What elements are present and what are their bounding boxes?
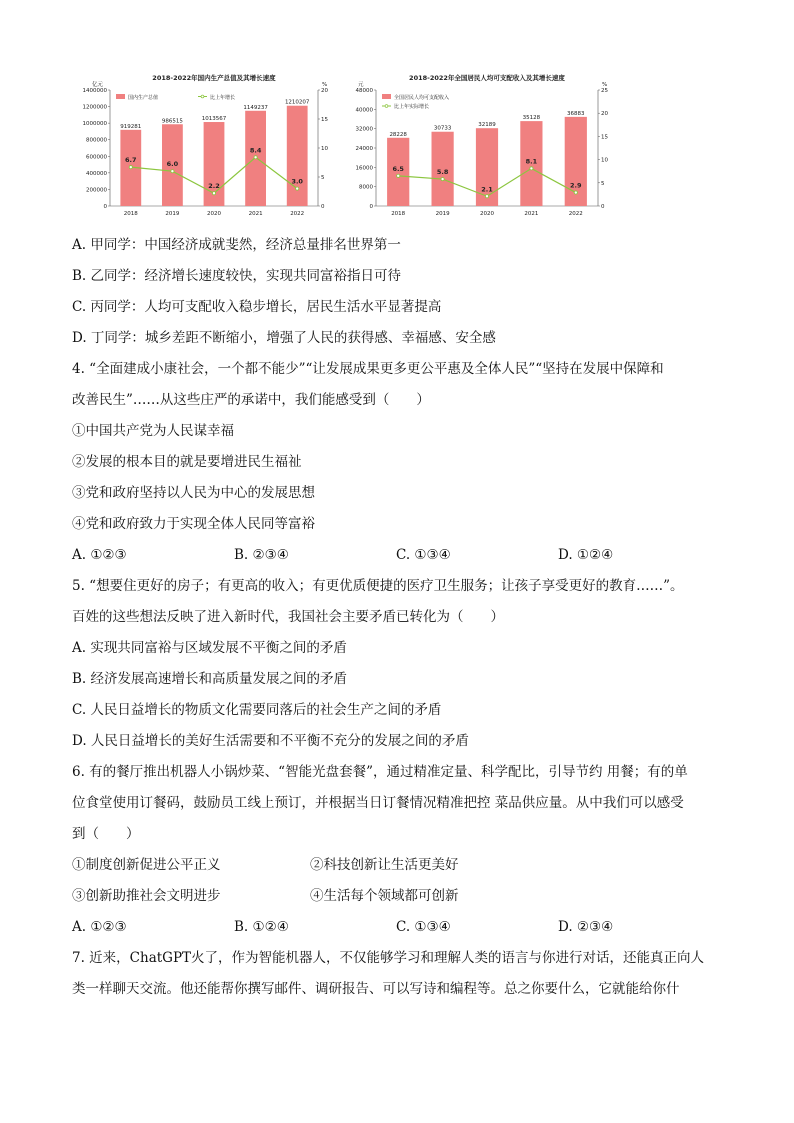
q4-item-3: ③党和政府坚持以人民为中心的发展思想 (72, 485, 315, 501)
left-tick-label: 24000 (355, 146, 373, 152)
bar-value-label: 30733 (433, 125, 452, 132)
q4-item-2: ②发展的根本目的就是要增进民生福祉 (72, 454, 302, 470)
growth-value-label: 2.2 (208, 182, 220, 191)
q6-items-row-2 (72, 881, 732, 912)
right-tick-label: 10 (601, 157, 608, 164)
q5-option-a: A. 实现共同富裕与区域发展不平衡之间的矛盾 (72, 640, 347, 656)
left-tick-label: 32000 (355, 126, 373, 133)
bar (287, 106, 308, 206)
left-tick-label: 1000000 (82, 121, 107, 128)
q5-option-d: D. 人民日益增长的美好生活需要和不平衡不充分的发展之间的矛盾 (72, 733, 469, 749)
x-tick-label: 2021 (248, 211, 263, 217)
left-tick-label: 800000 (86, 137, 107, 144)
q7-stem-cont: 类一样聊天交流。他还能帮你撰写邮件、调研报告、可以写诗和编程等。总之你要什么，它就能给你什 (72, 981, 680, 997)
right-tick-label: 5 (601, 180, 605, 187)
growth-value-label: 5.8 (436, 168, 449, 177)
chart-title: 2018-2022年国内生产总值及其增长速度 (152, 74, 276, 82)
q5-stem-cont: 百姓的这些想法反映了进入新时代，我国社会主要矛盾已转化为（ ） (72, 609, 504, 625)
left-tick-label: 600000 (86, 154, 107, 161)
left-axis-unit: 亿元 (92, 82, 104, 88)
left-tick-label: 16000 (355, 165, 373, 172)
bar-value-label: 36883 (567, 110, 585, 117)
growth-point (171, 170, 174, 173)
left-tick-label: 1200000 (82, 104, 107, 111)
q3-option-a: A. 甲同学：中国经济成就斐然，经济总量排名世界第一 (72, 237, 401, 253)
q5-option-c: C. 人民日益增长的物质文化需要同落后的社会生产之间的矛盾 (72, 702, 442, 718)
growth-point (441, 177, 444, 180)
growth-point (212, 192, 215, 195)
bar-value-label: 1013567 (201, 116, 227, 123)
legend-bar-swatch (116, 94, 125, 99)
bar-value-label: 28228 (389, 131, 407, 138)
q4-options (72, 540, 732, 571)
growth-value-label: 8.4 (249, 146, 262, 155)
chart-title: 2018-2022年全国居民人均可支配收入及其增长速度 (409, 74, 565, 82)
growth-value-label: 2.1 (481, 185, 493, 194)
legend-bar-swatch (382, 94, 391, 99)
bar-value-label: 1210207 (284, 99, 310, 106)
bar-value-label: 32189 (478, 122, 496, 129)
left-tick-label: 0 (103, 204, 107, 210)
q4-option-a: A. ①②③ (72, 547, 127, 563)
legend-line-label: 比上年实际增长 (394, 104, 430, 110)
q5-option-b: B. 经济发展高速增长和高质量发展之间的矛盾 (72, 671, 348, 687)
right-tick-label: 20 (601, 111, 608, 118)
q6-option-b: B. ①②④ (234, 919, 289, 935)
growth-point (397, 174, 400, 177)
x-tick-label: 2021 (524, 211, 539, 217)
q6-option-c: C. ①③④ (396, 919, 451, 935)
q6-option-d: D. ②③④ (558, 919, 614, 935)
right-tick-label: 20 (321, 88, 328, 94)
right-tick-label: 10 (321, 146, 328, 152)
bar-value-label: 1149237 (243, 104, 268, 111)
growth-point (296, 187, 299, 190)
bar-value-label: 986515 (161, 118, 183, 125)
left-tick-label: 0 (369, 204, 373, 210)
right-tick-label: 5 (321, 175, 325, 181)
left-tick-label: 40000 (355, 107, 373, 114)
q6-option-a: A. ①②③ (72, 919, 127, 935)
q6-stem: 6. 有的餐厅推出机器人小锅炒菜、“智能光盘套餐”，通过精准定量、科学配比，引导节约 用餐；有的单 (72, 764, 688, 780)
income-chart (348, 70, 618, 220)
x-tick-label: 2022 (568, 211, 583, 217)
q6-item-1: ①制度创新促进公平正义 (72, 857, 221, 873)
right-tick-label: 25 (601, 88, 608, 94)
q6-item-3: ③创新助推社会文明进步 (72, 888, 221, 904)
x-tick-label: 2020 (207, 211, 221, 217)
q3-option-d: D. 丁同学：城乡差距不断缩小，增强了人民的获得感、幸福感、安全感 (72, 330, 496, 346)
q4-option-c: C. ①③④ (396, 547, 451, 563)
right-tick-label: 15 (601, 134, 608, 141)
q3-option-b: B. 乙同学：经济增长速度较快，实现共同富裕指日可待 (72, 268, 402, 284)
q5-stem: 5. “想要住更好的房子；有更高的收入；有更优质便捷的医疗卫生服务；让孩子享受更好的教育……”。 (72, 578, 684, 594)
bar-value-label: 919281 (120, 123, 142, 130)
growth-point (485, 195, 488, 198)
q3-option-c: C. 丙同学：人均可支配收入稳步增长，居民生活水平显著提高 (72, 299, 442, 315)
question-text (72, 230, 732, 1005)
x-tick-label: 2018 (391, 211, 406, 217)
bar-value-label: 35128 (522, 115, 541, 122)
legend-bar-label: 国内生产总值 (128, 95, 159, 101)
legend-line-marker (385, 105, 388, 108)
left-tick-label: 48000 (355, 88, 373, 94)
legend-bar-label: 全国居民人均可支配收入 (394, 95, 450, 101)
left-tick-label: 200000 (86, 187, 107, 194)
growth-point (254, 156, 257, 159)
legend-line-marker (201, 95, 204, 98)
growth-value-label: 2.9 (570, 181, 582, 190)
right-axis-unit: % (322, 82, 328, 88)
right-tick-label: 0 (321, 204, 325, 210)
q6-stem-end: 到（ ） (72, 826, 140, 842)
q6-items-row-1 (72, 850, 732, 881)
x-tick-label: 2019 (165, 211, 180, 217)
growth-point (574, 191, 577, 194)
q4-option-b: B. ②③④ (234, 547, 289, 563)
q6-item-2: ②科技创新让生活更美好 (310, 857, 459, 873)
q6-options (72, 912, 732, 943)
growth-value-label: 3.0 (291, 177, 303, 186)
growth-value-label: 8.1 (525, 157, 538, 166)
growth-value-label: 6.0 (166, 160, 179, 169)
x-tick-label: 2018 (123, 211, 138, 217)
left-tick-label: 8000 (359, 184, 373, 191)
x-tick-label: 2022 (290, 211, 305, 217)
q6-stem-cont: 位食堂使用订餐码，鼓励员工线上预订，并根据当日订餐情况精准把控 菜品供应量。从中我们可以感受 (72, 795, 684, 811)
right-tick-label: 15 (321, 117, 328, 123)
q4-option-d: D. ①②④ (558, 547, 614, 563)
x-tick-label: 2019 (435, 211, 450, 217)
growth-point (129, 166, 132, 169)
q7-stem: 7. 近来，ChatGPT火了，作为智能机器人，不仅能够学习和理解人类的语言与你进行对话，还能真正向人 (72, 950, 705, 966)
q4-item-4: ④党和政府致力于实现全体人民同等富裕 (72, 516, 315, 532)
right-tick-label: 0 (601, 204, 605, 210)
q4-stem-cont: 改善民生”……从这些庄严的承诺中，我们能感受到（ ） (72, 392, 430, 408)
x-tick-label: 2020 (480, 211, 494, 217)
right-axis-unit: % (602, 82, 608, 88)
left-tick-label: 1400000 (82, 88, 107, 94)
q6-item-4: ④生活每个领域都可创新 (310, 888, 459, 904)
growth-point (530, 167, 533, 170)
gdp-chart (78, 70, 340, 220)
left-axis-unit: 元 (358, 82, 364, 88)
growth-value-label: 6.5 (392, 164, 404, 173)
q4-item-1: ①中国共产党为人民谋幸福 (72, 423, 234, 439)
growth-value-label: 6.7 (125, 156, 137, 165)
legend-line-label: 比上年增长 (210, 95, 236, 101)
left-tick-label: 400000 (86, 170, 107, 177)
q4-stem: 4. “全面建成小康社会，一个都不能少”“让发展成果更多更公平惠及全体人民”“坚持在发展中保障和 (72, 361, 664, 377)
